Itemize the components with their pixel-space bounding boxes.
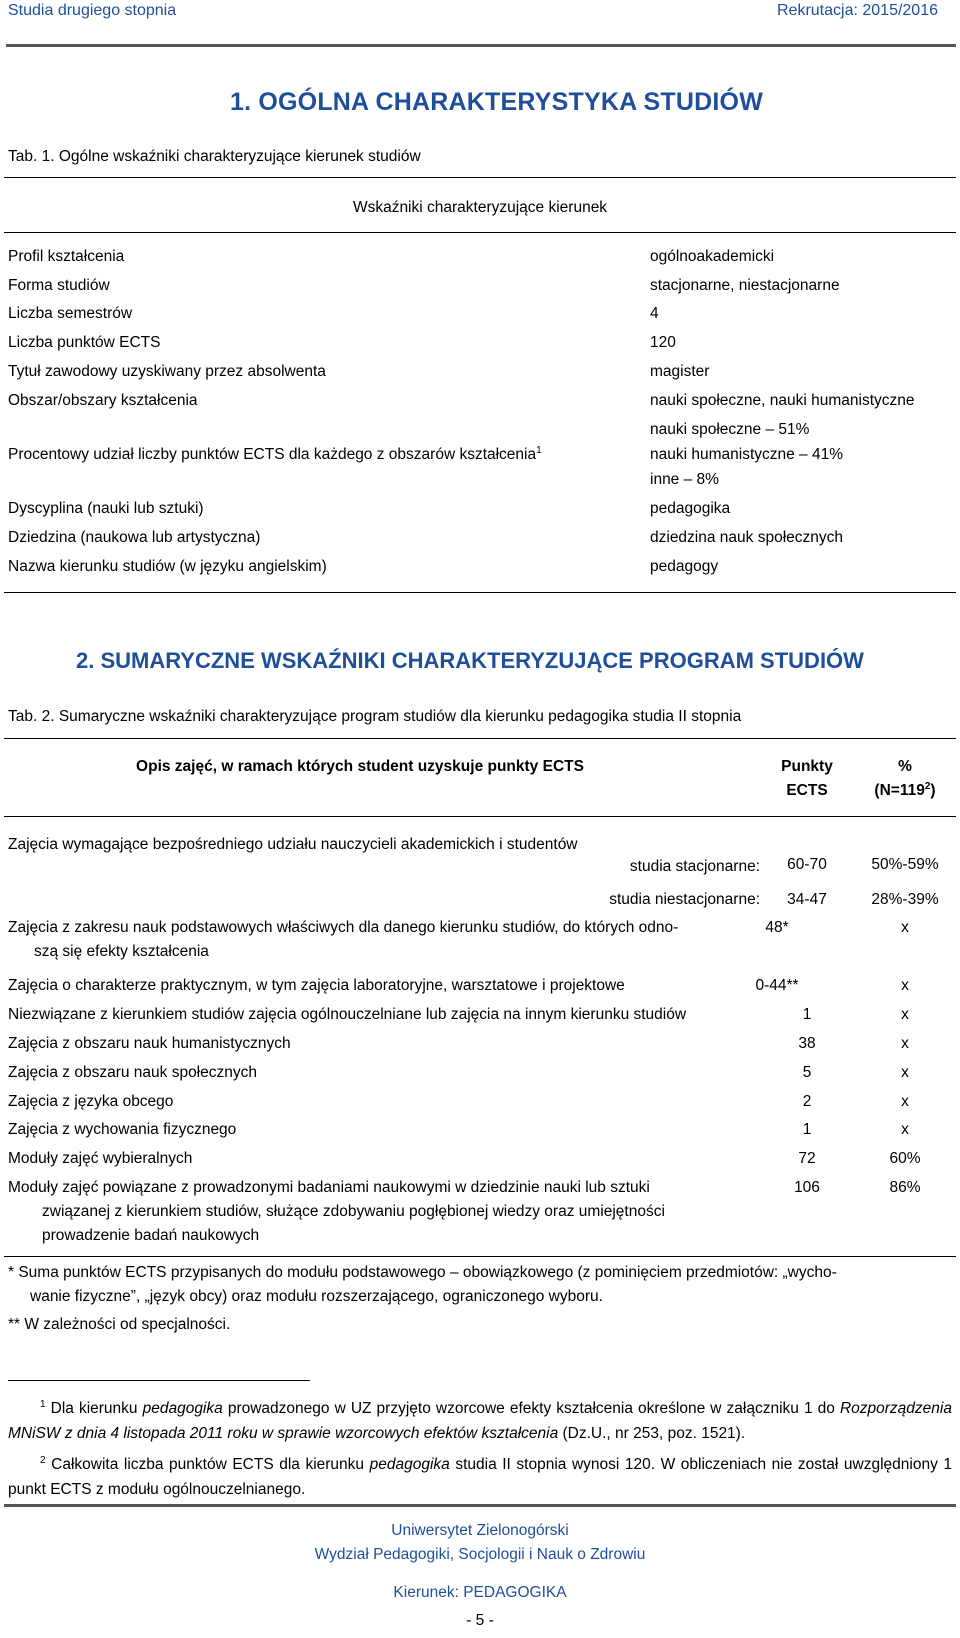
table-row-pct: x bbox=[901, 977, 909, 994]
table-row-label: Profil kształcenia bbox=[8, 248, 125, 265]
table-row-pct: x bbox=[901, 1093, 909, 1110]
table-row-pct: x bbox=[901, 1121, 909, 1138]
table-row-label-cont: prowadzenie badań naukowych bbox=[42, 1227, 260, 1244]
footnote-2-text-c: studia II stopnia wynosi 120. W obliczeniach nie został uwzględniony 1 punkt ECTS z modułu ogólnouczelnianego. bbox=[8, 1456, 953, 1498]
footnote-ref: 2 bbox=[924, 780, 931, 792]
table-row-ects: 72 bbox=[798, 1150, 816, 1167]
footnote-ref: 1 bbox=[536, 444, 542, 456]
table1-top-border bbox=[4, 177, 956, 178]
footnote-2-text-a: Całkowita liczba punktów ECTS dla kierunku bbox=[51, 1456, 370, 1473]
table-row-value: pedagogika bbox=[650, 500, 731, 517]
footnote-2-text-b: pedagogika bbox=[369, 1456, 450, 1473]
pct-n-label: (N=119 bbox=[874, 782, 925, 799]
table-row-pct: x bbox=[901, 1006, 909, 1023]
table1-header-border bbox=[4, 232, 956, 233]
table-row-value: 120 bbox=[650, 334, 676, 351]
table-row-value: nauki społeczne – 51% bbox=[650, 421, 810, 438]
section2-title: 2. SUMARYCZNE WSKAŹNIKI CHARAKTERYZUJĄCE PROGRAM STUDIÓW bbox=[76, 648, 864, 673]
table2-col-pct-2 bbox=[850, 782, 960, 800]
table2-note-asterisk: * Suma punktów ECTS przypisanych do modułu podstawowego – obowiązkowego (z pominięciem przedmiotów: „wycho- bbox=[8, 1264, 837, 1281]
page-number: - 5 - bbox=[466, 1612, 494, 1629]
table2-col-ects-2: ECTS bbox=[786, 782, 828, 799]
table-row-label: Moduły zajęć wybieralnych bbox=[8, 1150, 193, 1167]
footer-divider bbox=[4, 1504, 956, 1507]
row-label-text: Procentowy udział liczby punktów ECTS dla każdego z obszarów kształcenia bbox=[8, 446, 537, 463]
table2-note-double-asterisk: ** W zależności od specjalności. bbox=[8, 1316, 231, 1333]
pct-n-close: ) bbox=[930, 782, 936, 799]
table-row-ects: 0-44** bbox=[755, 977, 799, 994]
table-row-label: Zajęcia z obszaru nauk humanistycznych bbox=[8, 1035, 291, 1052]
table-row-value: magister bbox=[650, 363, 710, 380]
table1-bottom-border bbox=[4, 592, 956, 593]
table-row-label: Zajęcia z obszaru nauk społecznych bbox=[8, 1064, 257, 1081]
table-row-label: Niezwiązane z kierunkiem studiów zajęcia ogólnouczelniane lub zajęcia na innym kierunku studiów bbox=[8, 1006, 687, 1023]
table-row-ects: 38 bbox=[798, 1035, 816, 1052]
table-row-value: pedagogy bbox=[650, 558, 719, 575]
table1-header: Wskaźniki charakteryzujące kierunek bbox=[352, 199, 608, 216]
footnote-1 bbox=[8, 1396, 952, 1446]
table2-col-pct-1: % bbox=[898, 758, 912, 775]
table-row-ects: 2 bbox=[802, 1093, 812, 1110]
table-row-label: Liczba punktów ECTS bbox=[8, 334, 161, 351]
table-row-pct: x bbox=[901, 1064, 909, 1081]
section1-title: 1. OGÓLNA CHARAKTERYSTYKA STUDIÓW bbox=[230, 88, 763, 116]
table-row-label: Obszar/obszary kształcenia bbox=[8, 392, 198, 409]
footnote-divider bbox=[8, 1380, 310, 1381]
table-row-pct: 60% bbox=[889, 1150, 921, 1167]
table-row-ects: 5 bbox=[802, 1064, 812, 1081]
table-row-value: dziedzina nauk społecznych bbox=[650, 529, 844, 546]
footnote-1-text-d: Rozporządzenia MNiSW z dnia 4 listopada 2011 roku w sprawie wzorcowych efektów kształcenia bbox=[8, 1400, 952, 1442]
table-row-value: nauki humanistyczne – 41% bbox=[650, 446, 844, 463]
table2-header-border bbox=[4, 816, 956, 817]
table-row-pct: 28%-39% bbox=[871, 891, 939, 908]
footnote-2-marker: 2 bbox=[40, 1454, 46, 1466]
table-row-pct: x bbox=[901, 919, 909, 936]
table2-top-border bbox=[4, 738, 956, 739]
table-row-value: 4 bbox=[650, 305, 659, 322]
footnote-1-text-e: (Dz.U., nr 253, poz. 1521). bbox=[558, 1425, 746, 1442]
table-row-label bbox=[8, 446, 542, 464]
table2-col-description: Opis zajęć, w ramach których student uzyskuje punkty ECTS bbox=[136, 758, 584, 775]
table-row-label: Dyscyplina (nauki lub sztuki) bbox=[8, 500, 204, 517]
table-row-ects: 1 bbox=[802, 1121, 812, 1138]
footnote-1-text-b: pedagogika bbox=[142, 1400, 223, 1417]
header-recruitment-year: Rekrutacja: 2015/2016 bbox=[777, 2, 938, 19]
table-row-value: nauki społeczne, nauki humanistyczne bbox=[650, 392, 915, 409]
footnote-1-text-c: prowadzonego w UZ przyjęto wzorcowe efekty kształcenia określone w załączniku 1 do bbox=[222, 1400, 840, 1417]
table-row-pct: x bbox=[901, 1035, 909, 1052]
footer-university: Uniwersytet Zielonogórski bbox=[391, 1522, 569, 1539]
table-row-pct: 86% bbox=[889, 1179, 921, 1196]
table2-col-ects-1: Punkty bbox=[781, 758, 833, 775]
table-row-value: inne – 8% bbox=[650, 471, 719, 488]
header-program-level: Studia drugiego stopnia bbox=[8, 2, 177, 19]
table-row-label: Zajęcia z wychowania fizycznego bbox=[8, 1121, 237, 1138]
table-row-label: Tytuł zawodowy uzyskiwany przez absolwenta bbox=[8, 363, 326, 380]
table-row-label: Moduły zajęć powiązane z prowadzonymi badaniami naukowymi w dziedzinie nauki lub sztuki bbox=[8, 1179, 650, 1196]
table-row-label: Dziedzina (naukowa lub artystyczna) bbox=[8, 529, 261, 546]
table-row-value: ogólnoakademicki bbox=[650, 248, 775, 265]
table-row-label: Zajęcia o charakterze praktycznym, w tym zajęcia laboratoryjne, warsztatowe i projektowe bbox=[8, 977, 625, 994]
table-row-label: Liczba semestrów bbox=[8, 305, 133, 322]
footer-field: Kierunek: PEDAGOGIKA bbox=[393, 1584, 567, 1601]
table-row-ects: 1 bbox=[802, 1006, 812, 1023]
table2-bottom-border bbox=[4, 1256, 956, 1257]
table-row-label: Zajęcia z zakresu nauk podstawowych właściwych dla danego kierunku studiów, do których odno- bbox=[8, 919, 679, 936]
table-row-pct: 50%-59% bbox=[871, 856, 939, 873]
header-divider bbox=[6, 44, 956, 47]
table-row-ects: 60-70 bbox=[787, 856, 827, 873]
table-row-sublabel: studia niestacjonarne: bbox=[609, 891, 760, 908]
table-row-label: Nazwa kierunku studiów (w języku angielskim) bbox=[8, 558, 327, 575]
table-row-label: Zajęcia wymagające bezpośredniego udziału nauczycieli akademickich i studentów bbox=[8, 836, 578, 853]
table2-caption: Tab. 2. Sumaryczne wskaźniki charakteryzujące program studiów dla kierunku pedagogika studia II stopnia bbox=[8, 708, 742, 725]
footnote-1-text-a: Dla kierunku bbox=[50, 1400, 143, 1417]
table-row-value: stacjonarne, niestacjonarne bbox=[650, 277, 840, 294]
table1-caption: Tab. 1. Ogólne wskaźniki charakteryzujące kierunek studiów bbox=[8, 148, 421, 165]
footnote-1-marker: 1 bbox=[40, 1398, 46, 1410]
table-row-sublabel: studia stacjonarne: bbox=[629, 858, 760, 875]
table-row-label: Forma studiów bbox=[8, 277, 110, 294]
footnote-2 bbox=[8, 1452, 952, 1502]
table-row-label-cont: szą się efekty kształcenia bbox=[34, 943, 209, 960]
table2-note-asterisk-cont: wanie fizyczne”, „język obcy) oraz modułu rozszerzającego, ograniczonego wyboru. bbox=[30, 1288, 603, 1305]
table-row-ects: 48* bbox=[765, 919, 789, 936]
table-row-label-cont: związanej z kierunkiem studiów, służące zdobywaniu pogłębionej wiedzy oraz umiejętności bbox=[42, 1203, 665, 1220]
footer-faculty: Wydział Pedagogiki, Socjologii i Nauk o Zdrowiu bbox=[314, 1546, 646, 1563]
table-row-ects: 106 bbox=[794, 1179, 820, 1196]
table-row-ects: 34-47 bbox=[787, 891, 827, 908]
table-row-label: Zajęcia z języka obcego bbox=[8, 1093, 174, 1110]
